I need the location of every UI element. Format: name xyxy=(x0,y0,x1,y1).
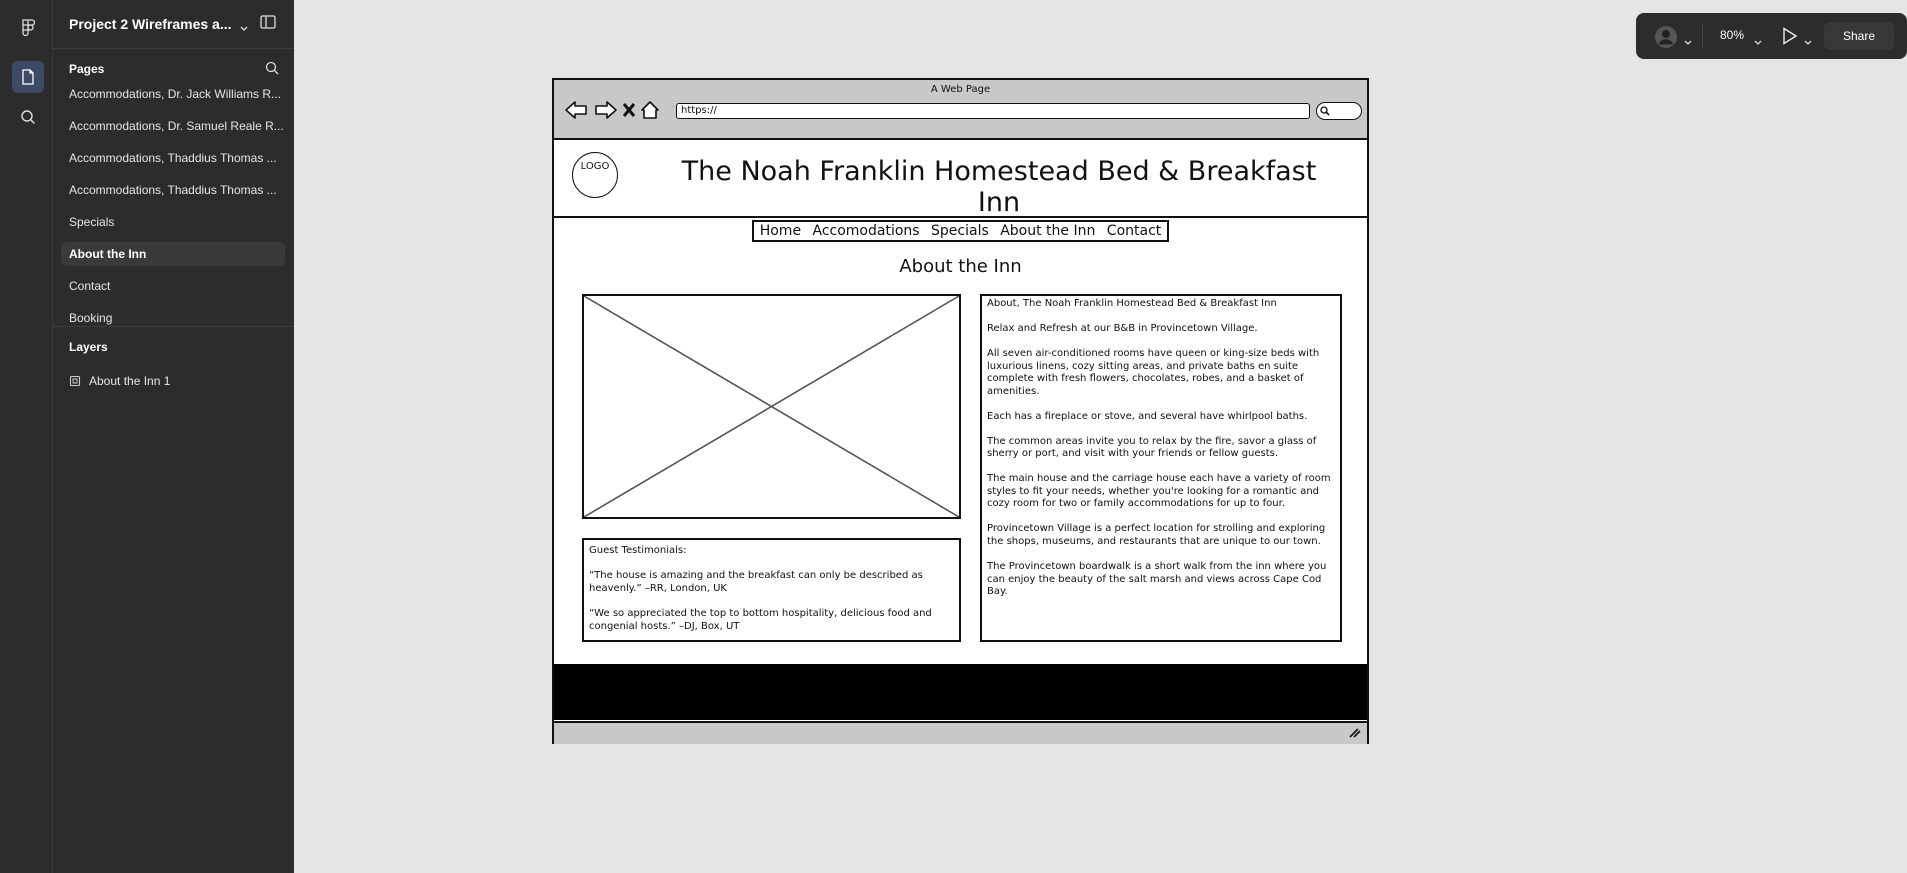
page-item[interactable]: Specials xyxy=(69,215,115,229)
wireframe-frame[interactable] xyxy=(552,78,1369,744)
share-button[interactable]: Share xyxy=(1824,22,1894,50)
url-input[interactable]: https:// xyxy=(676,103,1310,119)
browser-nav-icons xyxy=(564,98,670,122)
home-icon xyxy=(642,102,658,118)
page-heading: About the Inn xyxy=(899,256,1022,277)
browser-title: A Web Page xyxy=(930,84,991,95)
top-toolbar xyxy=(1636,13,1907,59)
about-paragraph: The common areas invite you to relax by the fire, savor a glass of sherry or port, and visit with your friends or fellow guests. xyxy=(987,435,1317,460)
divider xyxy=(53,326,294,327)
close-icon xyxy=(624,104,634,116)
file-title[interactable]: Project 2 Wireframes a... xyxy=(69,16,232,32)
testimonials-heading: Guest Testimonials: xyxy=(589,545,687,556)
about-paragraph: Provincetown Village is a perfect location for strolling and exploring the shops, museums, and restaurants that are unique to our town. xyxy=(987,523,1326,548)
chevron-down-icon[interactable] xyxy=(240,19,248,37)
about-paragraph: Relax and Refresh at our B&B in Provincetown Village. xyxy=(987,322,1258,334)
zoom-level[interactable]: 80% xyxy=(1720,28,1745,42)
about-heading: About, The Noah Franklin Homestead Bed & Breakfast Inn xyxy=(987,298,1277,309)
about-text-box xyxy=(980,294,1342,642)
browser-search-field[interactable] xyxy=(1316,102,1362,120)
frame-icon xyxy=(69,375,81,387)
browser-chrome xyxy=(554,80,1367,140)
about-paragraph: Each has a fireplace or stove, and several have whirlpool baths. xyxy=(987,410,1308,422)
chevron-down-icon[interactable] xyxy=(1754,33,1762,51)
browser-status-bar xyxy=(554,721,1367,744)
image-placeholder xyxy=(582,294,961,519)
site-title: The Noah Franklin Homestead Bed & Breakfast Inn xyxy=(681,156,1317,218)
sidebar-toggle-icon[interactable] xyxy=(260,15,276,34)
site-header xyxy=(554,138,1367,218)
site-nav xyxy=(752,220,1169,242)
nav-link-about[interactable]: About the Inn xyxy=(1000,223,1096,239)
about-paragraph: The Provincetown boardwalk is a short walk from the inn where you can enjoy the beauty of the salt marsh and views across Cape Cod Bay. xyxy=(987,561,1327,598)
logo: LOGO xyxy=(572,152,618,198)
nav-link-accomodations[interactable]: Accomodations xyxy=(812,223,920,239)
about-paragraph: The main house and the carriage house each have a variety of room styles to fit your needs, whether you're looking for a romantic and cozy room for two or family accommodations for up to four. xyxy=(987,473,1331,510)
page-item-selected[interactable]: About the Inn xyxy=(61,242,285,266)
chevron-down-icon[interactable] xyxy=(1684,33,1692,51)
page-item[interactable]: Accommodations, Thaddius Thomas ... xyxy=(69,151,277,165)
avatar-icon[interactable] xyxy=(1654,25,1678,54)
layers-heading: Layers xyxy=(69,340,108,354)
nav-link-home[interactable]: Home xyxy=(759,223,802,239)
page-item[interactable]: Accommodations, Thaddius Thomas ... xyxy=(69,183,277,197)
page-item[interactable]: Contact xyxy=(69,279,111,293)
about-paragraph: All seven air-conditioned rooms have queen or king-size beds with luxurious linens, cozy sitting areas, and private baths en suite complete with fresh flowers, chocolates, robes, and a basket of amenities. xyxy=(987,347,1320,397)
forward-arrow-icon xyxy=(596,102,616,118)
nav-link-specials[interactable]: Specials xyxy=(931,223,989,239)
chevron-down-icon[interactable] xyxy=(1804,33,1812,51)
footer-bar xyxy=(554,664,1367,720)
page-item[interactable]: Accommodations, Dr. Samuel Reale R... xyxy=(69,119,284,133)
page-item[interactable]: Accommodations, Dr. Jack Williams R... xyxy=(69,87,282,101)
testimonial-quote: “We so appreciated the top to bottom hospitality, delicious food and congenial hosts.” –DJ, Box, UT xyxy=(589,608,932,632)
layer-label: About the Inn 1 xyxy=(89,374,171,388)
resize-grip-icon[interactable] xyxy=(1349,728,1361,738)
pages-search-icon[interactable] xyxy=(265,61,279,80)
search-icon xyxy=(1320,106,1330,116)
pages-panel xyxy=(53,0,294,873)
page-item[interactable]: Booking xyxy=(69,311,113,325)
search-icon[interactable] xyxy=(12,101,44,133)
pages-heading: Pages xyxy=(69,62,105,76)
left-rail xyxy=(0,0,53,873)
main-menu-icon[interactable] xyxy=(12,12,44,44)
layer-item[interactable] xyxy=(69,374,170,388)
divider xyxy=(1702,24,1703,48)
pages-file-icon[interactable] xyxy=(12,61,44,93)
testimonials-box xyxy=(582,538,961,642)
testimonial-quote: “The house is amazing and the breakfast can only be described as heavenly.” –RR, London, UK xyxy=(589,570,923,594)
present-play-icon[interactable] xyxy=(1782,27,1798,50)
back-arrow-icon xyxy=(566,102,586,118)
placeholder-cross-icon xyxy=(584,296,959,517)
divider xyxy=(53,48,294,49)
nav-link-contact[interactable]: Contact xyxy=(1106,223,1162,239)
